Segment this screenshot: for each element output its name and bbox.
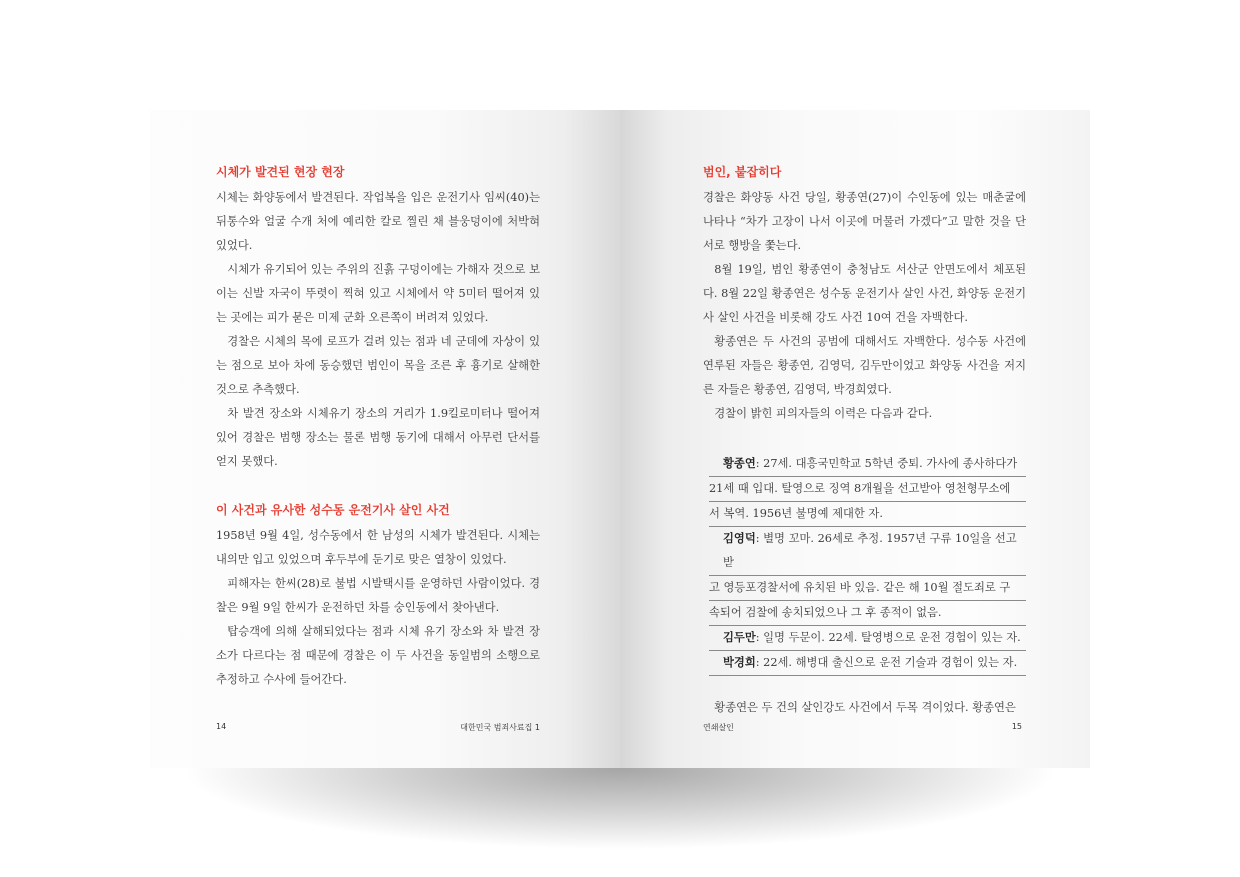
paragraph: 시체가 유기되어 있는 주위의 진흙 구덩이에는 가해자 것으로 보이는 신발 자국이 뚜렷이 찍혀 있고 시체에서 약 5미터 떨어져 있는 곳에는 피가 묻은 미제 군화 오른쪽이 버려져 있었다. (216, 263, 540, 324)
running-title: 대한민국 범죄사료집 1 (460, 723, 540, 732)
profile-text: 서 복역. 1956년 불명예 제대한 자. (709, 502, 1026, 527)
suspect-profiles (703, 452, 1026, 676)
profile-name: 박경희 (723, 656, 756, 669)
paragraph: 황종연은 두 건의 살인강도 사건에서 두목 격이었다. 황종연은 (714, 701, 1016, 714)
book-shadow (180, 760, 1060, 850)
running-title: 연쇄살인 (703, 723, 734, 732)
profile-name: 황종연 (723, 457, 756, 470)
paragraph: 1958년 9월 4일, 성수동에서 한 남성의 시체가 발견된다. 시체는 내의만 입고 있었으며 후두부에 둔기로 맞은 열창이 있었다. (216, 529, 540, 566)
left-page-content (216, 162, 540, 692)
paragraph: 8월 19일, 범인 황종연이 충청남도 서산군 안면도에서 체포된다. 8월 22일 황종연은 성수동 운전기사 살인 사건, 화양동 운전기사 살인 사건을 비롯해 강도 사건 10여 건을 자백한다. (703, 263, 1026, 324)
profile-text: 고 영등포경찰서에 유치된 바 있음. 같은 해 10월 절도죄로 구 (709, 576, 1026, 601)
right-page (620, 110, 1090, 768)
profile-hwang-jongyeon (709, 452, 1026, 527)
paragraph: 경찰은 시체의 목에 로프가 걸려 있는 점과 네 군데에 자상이 있는 점으로 보아 차에 동승했던 범인이 목을 조른 후 흉기로 살해한 것으로 추측했다. (216, 335, 540, 396)
profile-text: : 27세. 대흥국민학교 5학년 중퇴. 가사에 종사하다가 (755, 457, 1018, 470)
paragraph: 황종연은 두 사건의 공범에 대해서도 자백한다. 성수동 사건에 연루된 자들은 황종연, 김영덕, 김두만이었고 화양동 사건을 저지른 자들은 황종연, 김영덕, 박경희였다. (703, 335, 1026, 396)
section-title: 범인, 붙잡히다 (703, 165, 782, 179)
profile-kim-duman (709, 626, 1026, 651)
paragraph: 차 발견 장소와 시체유기 장소의 거리가 1.9킬로미터나 떨어져 있어 경찰은 범행 장소는 물론 범행 동기에 대해서 아무런 단서를 얻지 못했다. (216, 407, 540, 468)
profile-park-gyeonghui (709, 651, 1026, 676)
paragraph: 탑승객에 의해 살해되었다는 점과 시체 유기 장소와 차 발견 장소가 다르다는 점 때문에 경찰은 이 두 사건을 동일범의 소행으로 추정하고 수사에 들어간다. (216, 625, 540, 686)
paragraph: 시체는 화양동에서 발견된다. 작업복을 입은 운전기사 임씨(40)는 뒤통수와 얼굴 수개 처에 예리한 칼로 찔린 채 블웅덩이에 처박혀 있었다. (216, 191, 540, 252)
right-page-content (703, 162, 1026, 720)
section-title: 시체가 발견된 현장 현장 (216, 165, 345, 179)
profile-text: : 22세. 해병대 출신으로 운전 기술과 경험이 있는 자. (755, 656, 1018, 669)
paragraph: 피해자는 한씨(28)로 불법 시발택시를 운영하던 사람이었다. 경찰은 9월 9일 한씨가 운전하던 차를 숭인동에서 찾아낸다. (216, 577, 540, 614)
profile-name: 김두만 (723, 631, 756, 644)
profile-text: 속되어 검찰에 송치되었으나 그 후 종적이 없음. (709, 601, 1026, 626)
profile-text: : 일명 두문이. 22세. 탈영병으로 운전 경험이 있는 자. (755, 631, 1021, 644)
section-title: 이 사건과 유사한 성수동 운전기사 살인 사건 (216, 503, 450, 517)
profile-name: 김영덕 (723, 532, 756, 545)
paragraph: 경찰이 밝힌 피의자들의 이력은 다음과 같다. (714, 407, 933, 420)
profile-text: 21세 때 입대. 탈영으로 징역 8개월을 선고받아 영천형무소에 (709, 477, 1026, 502)
profile-text: : 별명 꼬마. 26세로 추정. 1957년 구류 10일을 선고받 (723, 532, 1017, 569)
page-number: 14 (216, 722, 227, 731)
paragraph: 경찰은 화양동 사건 당일, 황종연(27)이 수인동에 있는 매춘굴에 나타나 “차가 고장이 나서 이곳에 머물러 가겠다”고 말한 것을 단서로 행방을 쫓는다. (703, 191, 1026, 252)
page-number: 15 (1011, 722, 1022, 731)
profile-kim-yeongdeok (709, 527, 1026, 626)
left-page (150, 110, 620, 768)
